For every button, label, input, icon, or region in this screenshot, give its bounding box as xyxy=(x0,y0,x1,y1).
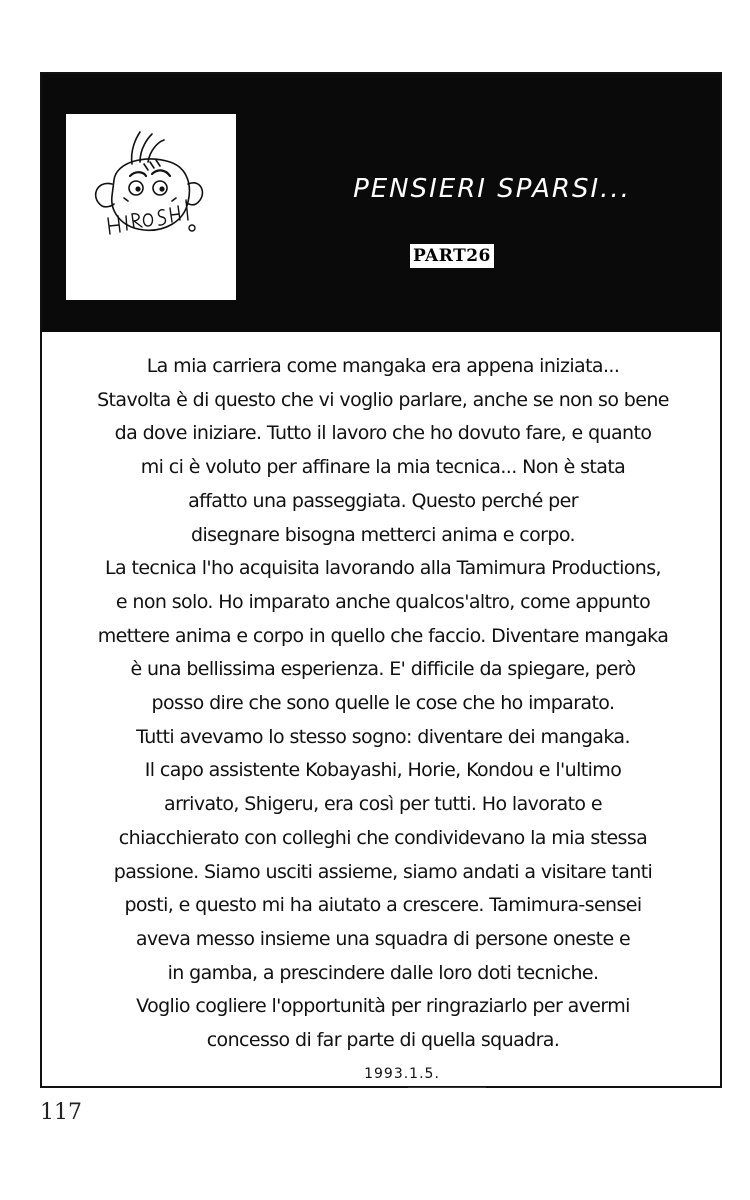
text-line: Il capo assistente Kobayashi, Horie, Kondou e l'ultimo xyxy=(144,759,622,782)
text-line: affatto una passeggiata. Questo perché per xyxy=(188,489,578,512)
text-line: posti, e questo mi ha aiutato a crescere. Tamimura-sensei xyxy=(124,894,642,917)
author-avatar xyxy=(66,114,236,300)
text-line: chiacchierato con colleghi che condividevano la mia stessa xyxy=(118,826,648,849)
text-line: posso dire che sono quelle le cose che ho imparato. xyxy=(151,692,615,715)
text-line: mettere anima e corpo in quello che faccio. Diventare mangaka xyxy=(97,624,669,647)
author-portrait-drawing xyxy=(66,114,236,300)
date-underline xyxy=(408,1087,486,1088)
part-badge: PART26 xyxy=(410,244,494,268)
text-line: Voglio cogliere l'opportunità per ringraziarlo per avermi xyxy=(136,995,630,1018)
series-title: PENSIERI SPARSI... xyxy=(353,174,631,204)
text-line: in gamba, a prescindere dalle loro doti tecniche. xyxy=(167,961,599,984)
text-line: e non solo. Ho imparato anche qualcos'altro, come appunto xyxy=(115,590,651,613)
text-line: aveva messo insieme una squadra di persone oneste e xyxy=(135,927,631,950)
text-line: Stavolta è di questo che vi voglio parlare, anche se non so bene xyxy=(97,388,669,411)
header-banner xyxy=(42,74,720,332)
text-line: concesso di far parte di quella squadra. xyxy=(206,1029,560,1052)
text-line: La mia carriera come mangaka era appena iniziata... xyxy=(146,355,620,377)
text-line: arrivato, Shigeru, era così per tutti. Ho lavorato e xyxy=(164,793,602,816)
afterword-text xyxy=(62,350,704,1058)
text-line: Tutti avevamo lo stesso sogno: diventare dei mangaka. xyxy=(136,725,630,748)
page-number: 117 xyxy=(40,1100,82,1125)
text-line: passione. Siamo usciti assieme, siamo andati a visitare tanti xyxy=(113,860,653,883)
signature-date: 1993.1.5. xyxy=(364,1066,440,1082)
text-line: disegnare bisogna metterci anima e corpo. xyxy=(191,523,575,546)
text-line: è una bellissima esperienza. E' difficile da spiegare, però xyxy=(130,658,636,681)
text-line: da dove iniziare. Tutto il lavoro che ho dovuto fare, e quanto xyxy=(114,422,652,445)
text-line: La tecnica l'ho acquisita lavorando alla Tamimura Productions, xyxy=(105,557,661,580)
page-frame xyxy=(40,72,722,1088)
text-line: mi ci è voluto per affinare la mia tecnica... Non è stata xyxy=(140,456,626,479)
